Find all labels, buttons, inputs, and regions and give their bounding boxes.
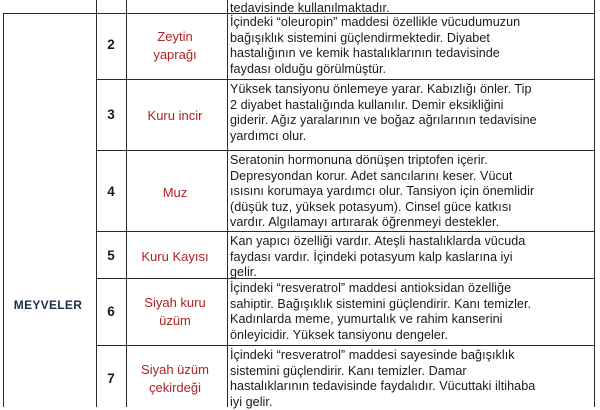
- description-line: İçindeki “resveratrol” maddesi antioksidan özelliğe: [230, 281, 512, 295]
- description-line: İçindeki “oleuropin” maddesi özellikle vücudumuzun: [230, 15, 521, 29]
- item-description: [230, 348, 592, 410]
- description-line: İçindeki “resveratrol” maddesi sayesinde bağışıklık: [230, 348, 515, 362]
- table-border-left: [3, 13, 4, 407]
- description-line: önleyicidir. Yüksek tansiyonu dengeler.: [230, 327, 449, 342]
- item-name: [127, 248, 223, 266]
- item-description: [230, 234, 592, 281]
- item-name-line: Kuru Kayısı: [141, 249, 209, 264]
- previous-row-description: [230, 0, 592, 16]
- description-line: vardır. Algılamayı artırarak öğrenmeyi destekler.: [230, 215, 500, 230]
- description-line: tedavisinde kullanılmaktadır.: [230, 0, 390, 15]
- item-description: [230, 82, 592, 144]
- item-description: [230, 15, 592, 77]
- row-number: 5: [107, 248, 115, 263]
- item-name-line: çekirdeği: [148, 380, 202, 395]
- description-line: yardımcı olur.: [230, 128, 307, 143]
- description-line: 2 diyabet hastalığında kullanılır. Demir eksikliğini: [230, 97, 504, 112]
- item-name: [127, 184, 223, 202]
- item-name-line: Siyah kuru: [144, 295, 206, 310]
- description-line: sahiptir. Bağışıklık sistemini güçlendirir. Kanı temizler.: [230, 296, 532, 311]
- description-line: Seratonin hormonuna dönüşen triptofen içerir.: [230, 153, 488, 167]
- item-name-line: yaprağı: [153, 47, 197, 62]
- item-name-line: Kuru incir: [147, 108, 203, 123]
- row-divider: [96, 150, 595, 151]
- item-description: [230, 281, 592, 343]
- description-line: Depresyondan korur. Adet sancılarını keser. Vücut: [230, 168, 513, 183]
- row-divider: [96, 231, 595, 232]
- item-description: [230, 153, 592, 231]
- description-line: bağışıklık sistemini güçlendirmektedir. Diyabet: [230, 30, 490, 45]
- row-divider: [96, 345, 595, 346]
- row-number: 7: [107, 371, 115, 386]
- description-line: faydası vardır. İçindeki potasyum kalp kaslarına iyi: [230, 249, 513, 264]
- description-line: Kan yapıcı özelliği vardır. Ateşli hastalıklarda vücuda: [230, 234, 526, 248]
- row-number: 6: [107, 304, 115, 319]
- item-name-line: Siyah üzüm: [141, 362, 209, 377]
- row-number: 2: [107, 37, 115, 52]
- item-name: [127, 28, 223, 64]
- description-line: ısısını korumaya yardımcı olur. Tansiyon için önemlidir: [230, 184, 535, 199]
- description-line: Kadınlarda meme, yumurtalık ve rahim kanserini: [230, 312, 503, 327]
- description-line: Yüksek tansiyonu önlemeye yarar. Kabızlığı önler. Tip: [230, 82, 532, 96]
- item-name: [127, 361, 223, 397]
- description-line: hastalıklarının tedavisinde faydalıdır. Vücuttaki iltihaba: [230, 379, 536, 394]
- item-name: [127, 294, 223, 330]
- row-divider: [96, 79, 595, 80]
- item-name: [127, 107, 223, 125]
- description-line: iyi gelir.: [230, 394, 273, 409]
- description-line: (düşük tuz, yüksek potasyum). Cinsel güce katkısı: [230, 199, 512, 214]
- row-number: 4: [107, 184, 115, 199]
- item-name-line: Zeytin: [157, 29, 193, 44]
- description-line: gelir.: [230, 265, 257, 280]
- description-line: sistemini güçlendirir. Kanı temizler. Damar: [230, 363, 467, 378]
- description-line: hastalığının ve kemik hastalıklarının tedavisinde: [230, 46, 500, 61]
- description-line: giderir. Ağız yaralarının ve boğaz ağrılarının tedavisine: [230, 113, 537, 128]
- description-line: faydası olduğu görülmüştür.: [230, 61, 387, 76]
- item-name-line: Muz: [162, 185, 188, 200]
- item-name-line: üzüm: [159, 313, 191, 328]
- row-number: 3: [107, 107, 115, 122]
- category-label: MEYVELER: [13, 298, 83, 312]
